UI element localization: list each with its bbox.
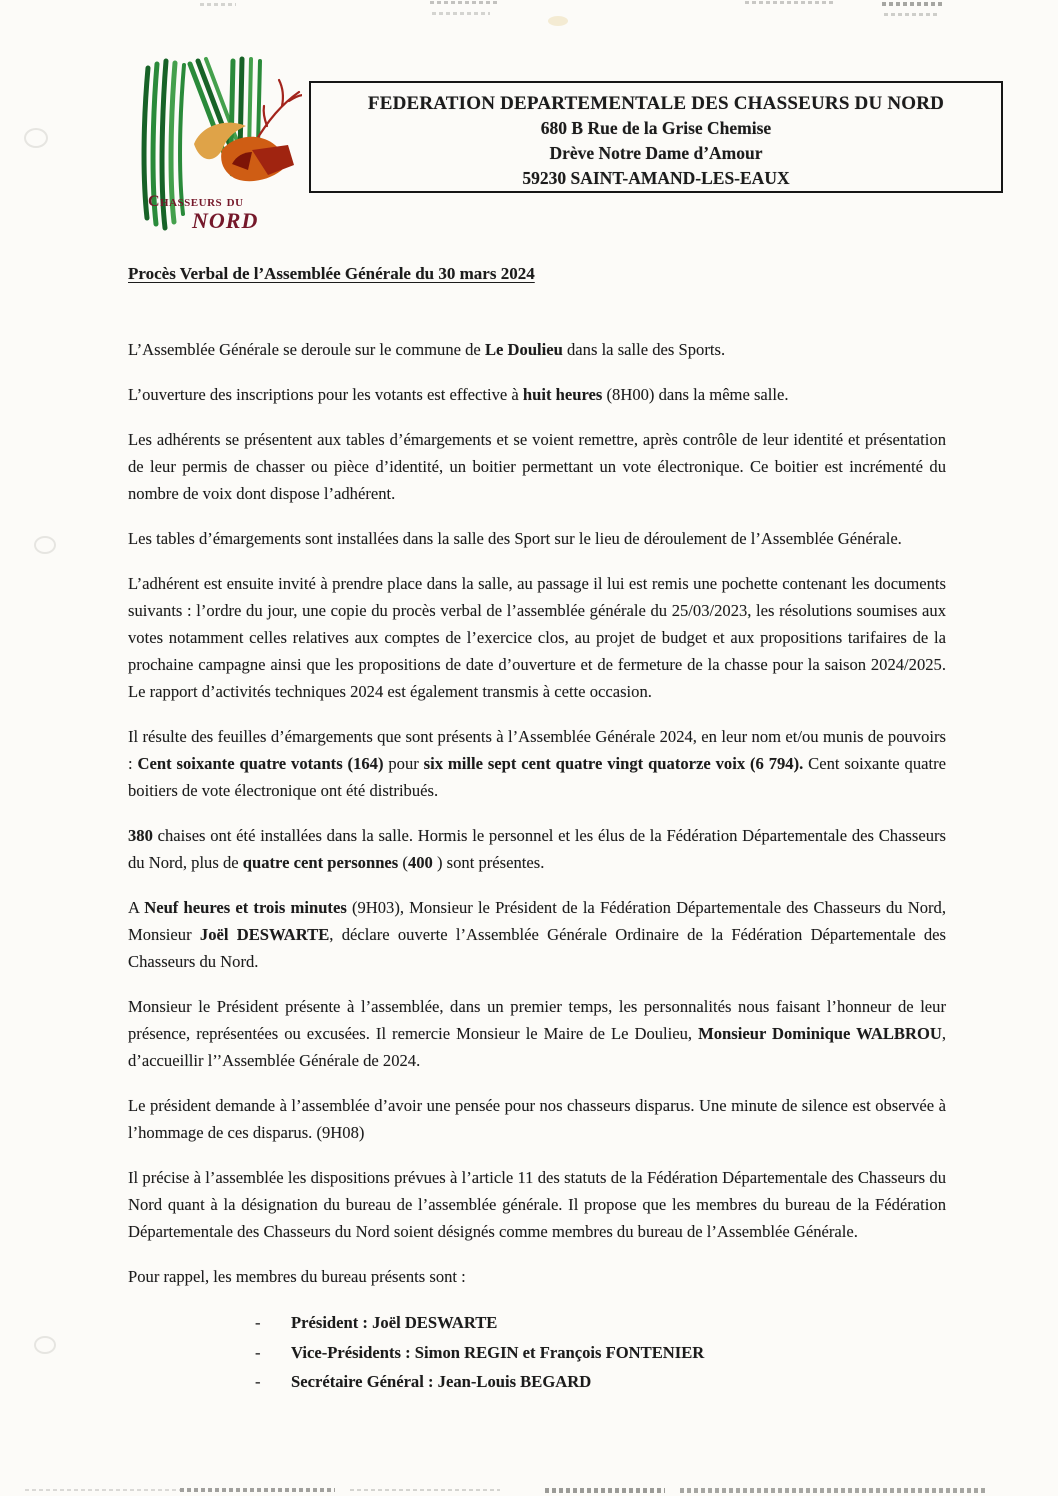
scan-noise-top-3 xyxy=(432,12,490,15)
scan-noise-top-2 xyxy=(430,1,500,4)
list-dash: - xyxy=(255,1313,261,1332)
paragraph: 380 chaises ont été installées dans la salle. Hormis le personnel et les élus de la Fédération Départementale des Chasseurs du Nord, plus de quatre cent personnes (400 ) sont présentes. xyxy=(128,826,946,872)
scan-noise-top-1 xyxy=(200,3,236,6)
list-item-text: Secrétaire Général : Jean-Louis BEGARD xyxy=(291,1372,592,1391)
scan-noise-top-4 xyxy=(745,1,835,4)
address-street: 680 B Rue de la Grise Chemise xyxy=(540,118,772,138)
scan-noise-bottom-5 xyxy=(680,1488,985,1493)
scan-noise-bottom-4 xyxy=(545,1488,665,1493)
list-item-text: Vice-Présidents : Simon REGIN et François FONTENIER xyxy=(291,1342,705,1362)
list-dash: - xyxy=(255,1342,261,1362)
scan-stain xyxy=(548,16,568,26)
document-body xyxy=(128,262,946,1397)
scan-noise-bottom-1 xyxy=(25,1489,180,1491)
punch-hole-shadow-1 xyxy=(24,128,48,148)
federation-address-box xyxy=(309,81,1003,193)
paragraph: Pour rappel, les membres du bureau présents sont : xyxy=(128,1267,466,1286)
scan-noise-top-5 xyxy=(882,2,944,6)
list-dash: - xyxy=(255,1372,261,1391)
paragraph: A Neuf heures et trois minutes (9H03), Monsieur le Président de la Fédération Départementale des Chasseurs du Nord, Monsieur Joël DESWARTE, déclare ouverte l’Assemblée Générale Ordinaire de la Fédération Départementale des Chasseurs du Nord. xyxy=(128,898,947,971)
deer-head-icon xyxy=(194,123,294,182)
list-item xyxy=(128,1367,946,1397)
federation-name: FEDERATION DEPARTEMENTALE DES CHASSEURS DU NORD xyxy=(367,93,945,114)
chasseurs-du-nord-logo xyxy=(136,52,302,232)
paragraph: Les tables d’émargements sont installées dans la salle des Sport sur le lieu de déroulement de l’Assemblée Générale. xyxy=(128,529,902,548)
address-line2: Drève Notre Dame d’Amour xyxy=(549,143,763,163)
paragraph: Les adhérents se présentent aux tables d’émargements et se voient remettre, après contrôle de leur identité et présentation de leur permis de chasser ou pièce d’identité, un boitier permettant un vote électronique. Ce boitier est incrémenté du nombre de voix dont dispose l’adhérent. xyxy=(128,430,946,503)
list-item-text: Président : Joël DESWARTE xyxy=(291,1313,498,1332)
scan-noise-top-6 xyxy=(884,13,940,16)
paragraph: L’adhérent est ensuite invité à prendre place dans la salle, au passage il lui est remis une pochette contenant les documents suivants : l’ordre du jour, une copie du procès verbal de l’assemblée générale du 25/03/2023, les résolutions soumises aux votes notamment celles relatives aux comptes de l’exercice clos, au projet de budget et aux propositions tarifaires de la prochaine campagne ainsi que les propositions de date d’ouverture et de fermeture de la chasse pour la saison 2024/2025. Le rapport d’activités techniques 2024 est également transmis à cette occasion. xyxy=(128,574,946,701)
paragraph: Le président demande à l’assemblée d’avoir une pensée pour nos chasseurs disparus. Une minute de silence est observée à l’hommage de ces disparus. (9H08) xyxy=(128,1096,946,1142)
logo-text-chasseurs-du: Chasseurs du xyxy=(148,193,244,210)
list-item xyxy=(128,1338,946,1368)
paragraph: Monsieur le Président présente à l’assemblée, dans un premier temps, les personnalités nous faisant l’honneur de leur présence, représentées ou excusées. Il remercie Monsieur le Maire de Le Doulieu, Monsieur Dominique WALBROU, d’accueillir l’’Assemblée Générale de 2024. xyxy=(128,997,946,1070)
document-title: Procès Verbal de l’Assemblée Générale du 30 mars 2024 xyxy=(128,264,535,283)
scan-noise-bottom-3 xyxy=(350,1489,500,1491)
punch-hole-shadow-2 xyxy=(34,536,56,554)
bureau-members-list xyxy=(128,1308,946,1397)
paragraphs-container xyxy=(128,336,946,1397)
list-item xyxy=(128,1308,946,1338)
address-city: 59230 SAINT-AMAND-LES-EAUX xyxy=(522,168,790,188)
paragraph: Il résulte des feuilles d’émargements que sont présents à l’Assemblée Générale 2024, en leur nom et/ou munis de pouvoirs : Cent soixante quatre votants (164) pour six mille sept cent quatre vingt quatorze voix (6 794). Cent soixante quatre boitiers de vote électronique ont été distribués. xyxy=(128,727,947,800)
paragraph: L’ouverture des inscriptions pour les votants est effective à huit heures (8H00) dans la même salle. xyxy=(128,385,789,404)
scan-noise-bottom-2 xyxy=(180,1488,335,1492)
paragraph: L’Assemblée Générale se deroule sur le commune de Le Doulieu dans la salle des Sports. xyxy=(128,340,726,359)
punch-hole-shadow-3 xyxy=(34,1336,56,1354)
paragraph: Il précise à l’assemblée les dispositions prévues à l’article 11 des statuts de la Fédération Départementale des Chasseurs du Nord quant à la désignation du bureau de l’assemblée générale. Il propose que les membres du bureau de la Fédération Départementale des Chasseurs du Nord soient désignés comme membres du bureau de l’Assemblée Générale. xyxy=(128,1168,946,1241)
logo-text-nord: NORD xyxy=(192,208,259,232)
